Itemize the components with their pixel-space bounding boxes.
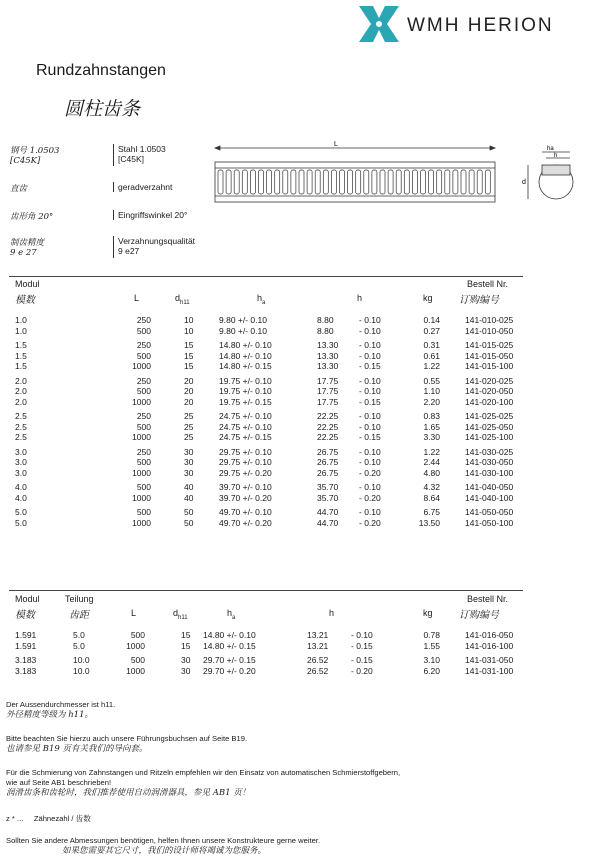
table-cell: - 0.10 bbox=[359, 375, 381, 386]
col-d: $d_{h11}$ bbox=[173, 608, 188, 621]
table-cell: 50 bbox=[184, 517, 194, 528]
table-cell: 1.5 bbox=[15, 361, 27, 371]
table-cell: 141-020-050 bbox=[465, 386, 514, 396]
table-cell: 250 bbox=[136, 446, 151, 457]
col-L: L bbox=[131, 608, 137, 618]
table-cell: 1000 bbox=[132, 432, 151, 442]
herion-cross-icon bbox=[357, 4, 401, 44]
table-cell: - 0.10 bbox=[359, 421, 381, 432]
col-h: h bbox=[329, 608, 335, 618]
table-row bbox=[9, 386, 523, 397]
table-cell: 6.75 bbox=[423, 507, 440, 517]
table-cell: 141-010-050 bbox=[465, 325, 514, 336]
table-cell: 500 bbox=[136, 350, 151, 361]
table-cell: 141-031-050 bbox=[465, 655, 514, 665]
table-cell: 0.78 bbox=[423, 630, 440, 640]
table-cell: 1000 bbox=[126, 640, 145, 651]
note-custom-dimensions: Sollten Sie andere Abmessungen benötigen, helfen Ihnen unsere Konstrukteure gerne weiter. 如果您需要其它尺寸，我们的设计师将竭诚为您服务。 bbox=[6, 836, 321, 856]
table-cell: 14.80 +/- 0.10 bbox=[219, 350, 272, 361]
note-outer-diameter: Der Aussendurchmesser ist h11. 外径精度等级为 h11。 bbox=[6, 700, 116, 720]
table-cell: - 0.10 bbox=[351, 630, 373, 640]
table-row bbox=[9, 641, 523, 652]
table-cell: 0.55 bbox=[423, 375, 440, 386]
dim-ha-label: ha bbox=[547, 146, 554, 152]
table-row bbox=[9, 361, 523, 372]
table-cell: 2.5 bbox=[15, 411, 27, 421]
col-modul: Modul bbox=[15, 594, 40, 604]
table-cell: 15 bbox=[184, 350, 194, 361]
table-cell: 0.14 bbox=[423, 315, 440, 325]
table-row bbox=[9, 457, 523, 468]
table-cell: 17.75 bbox=[317, 375, 339, 386]
spec-teeth-de: geradverzahnt bbox=[113, 182, 172, 192]
table-cell: - 0.10 bbox=[359, 482, 381, 492]
table-cell: 2.0 bbox=[15, 396, 27, 407]
table-row bbox=[9, 432, 523, 443]
table-cell: 250 bbox=[136, 411, 151, 421]
spec-quality-de: Verzahnungsqualität 9 e27 bbox=[113, 236, 195, 258]
table-cell: 2.5 bbox=[15, 432, 27, 442]
table-cell: 19.75 +/- 0.10 bbox=[219, 386, 272, 396]
table-cell: 8.80 bbox=[317, 325, 334, 336]
note-teeth-count: z * ... Zähnezahl / 齿数 bbox=[6, 814, 91, 823]
table-cell: 4.0 bbox=[15, 492, 27, 503]
table-cell: 141-030-050 bbox=[465, 457, 514, 467]
table-cell: 141-050-050 bbox=[465, 507, 514, 517]
table-cell: 13.30 bbox=[317, 361, 339, 371]
table-cell: 1.5 bbox=[15, 340, 27, 350]
table-cell: 500 bbox=[130, 630, 145, 640]
table-cell: 39.70 +/- 0.20 bbox=[219, 492, 272, 503]
table-cell: 2.5 bbox=[15, 421, 27, 432]
table-cell: 44.70 bbox=[317, 517, 339, 528]
table-cell: 1.5 bbox=[15, 350, 27, 361]
table-row bbox=[9, 447, 523, 458]
col-kg: kg bbox=[423, 293, 433, 303]
table-cell: 17.75 bbox=[317, 396, 339, 407]
table-cell: - 0.15 bbox=[351, 640, 373, 651]
table-cell: 1.591 bbox=[15, 640, 37, 651]
spec-quality-cn: 制齿精度 9 e 27 bbox=[10, 238, 45, 258]
table-cell: 10 bbox=[184, 325, 194, 336]
table-cell: 22.25 bbox=[317, 421, 339, 432]
table-cell: 14.80 +/- 0.10 bbox=[203, 630, 256, 640]
table-cell: 3.0 bbox=[15, 467, 27, 478]
table-cell: 15 bbox=[184, 340, 194, 350]
table-cell: 3.0 bbox=[15, 457, 27, 467]
table-cell: - 0.10 bbox=[359, 507, 381, 517]
table-cell: 14.80 +/- 0.15 bbox=[219, 361, 272, 371]
table-cell: - 0.10 bbox=[359, 350, 381, 361]
table-cell: 141-020-025 bbox=[465, 375, 514, 386]
table-cell: - 0.10 bbox=[359, 386, 381, 396]
table-cell: 1000 bbox=[132, 517, 151, 528]
col-d: $d_{h11}$ bbox=[175, 293, 190, 306]
table-cell: 29.75 +/- 0.20 bbox=[219, 467, 272, 478]
table-row bbox=[9, 655, 523, 666]
dim-d-label: d bbox=[522, 179, 526, 186]
table-cell: 141-015-100 bbox=[465, 361, 514, 371]
table-cell: 4.32 bbox=[423, 482, 440, 492]
table-row bbox=[9, 340, 523, 351]
table-cell: 1.55 bbox=[423, 640, 440, 651]
table-cell: 3.183 bbox=[15, 665, 37, 676]
table-cell: - 0.10 bbox=[359, 315, 381, 325]
table-cell: 40 bbox=[184, 482, 194, 492]
table-row bbox=[9, 630, 523, 641]
col-modul: Modul bbox=[15, 279, 40, 289]
table-cell: 141-050-100 bbox=[465, 517, 514, 528]
divider bbox=[9, 590, 523, 591]
table-cell: 22.25 bbox=[317, 411, 339, 421]
table-cell: 4.80 bbox=[423, 467, 440, 478]
table-cell: 500 bbox=[136, 325, 151, 336]
table-row bbox=[9, 315, 523, 326]
table-row bbox=[9, 422, 523, 433]
table-cell: - 0.10 bbox=[359, 457, 381, 467]
table-cell: 8.64 bbox=[423, 492, 440, 503]
table-cell: 8.80 bbox=[317, 315, 334, 325]
table-cell: 17.75 bbox=[317, 386, 339, 396]
table-cell: 30 bbox=[184, 467, 194, 478]
table-cell: 22.25 bbox=[317, 432, 339, 442]
table-cell: 25 bbox=[184, 411, 194, 421]
table-cell: 29.75 +/- 0.10 bbox=[219, 457, 272, 467]
table-cell: 35.70 bbox=[317, 482, 339, 492]
note-guide-bushes: Bitte beachten Sie hierzu auch unsere Führungsbuchsen auf Seite B19. 也请参见 B19 页有关我们的导向套。 bbox=[6, 734, 248, 754]
table-cell: 1.0 bbox=[15, 325, 27, 336]
table-cell: 1.22 bbox=[423, 446, 440, 457]
table-cell: 0.31 bbox=[423, 340, 440, 350]
table-cell: 500 bbox=[136, 482, 151, 492]
table-cell: 15 bbox=[184, 361, 194, 371]
page-title-cn: 圆柱齿条 bbox=[64, 98, 141, 120]
table-cell: 20 bbox=[184, 386, 194, 396]
table-cell: 250 bbox=[136, 315, 151, 325]
table-cell: 15 bbox=[181, 630, 191, 640]
table-row bbox=[9, 411, 523, 422]
table-cell: 39.70 +/- 0.10 bbox=[219, 482, 272, 492]
table-cell: 141-025-100 bbox=[465, 432, 514, 442]
page-title: Rundzahnstangen bbox=[36, 62, 166, 79]
table-cell: 141-020-100 bbox=[465, 396, 514, 407]
spec-teeth-cn: 直齿 bbox=[10, 184, 28, 194]
table-row bbox=[9, 326, 523, 337]
table-cell: 26.75 bbox=[317, 467, 339, 478]
table-row bbox=[9, 507, 523, 518]
table-cell: 500 bbox=[136, 507, 151, 517]
table-cell: 2.0 bbox=[15, 386, 27, 396]
table-cell: - 0.15 bbox=[359, 432, 381, 442]
spec-angle-cn: 齿形角 20° bbox=[10, 212, 54, 222]
table-cell: - 0.15 bbox=[351, 655, 373, 665]
table-row bbox=[9, 468, 523, 479]
table-row bbox=[9, 518, 523, 529]
table-cell: - 0.10 bbox=[359, 340, 381, 350]
table-cell: 25 bbox=[184, 421, 194, 432]
table-cell: 141-015-025 bbox=[465, 340, 514, 350]
table-cell: 13.21 bbox=[307, 640, 329, 651]
rack-drawing bbox=[210, 140, 590, 220]
table-cell: 141-040-100 bbox=[465, 492, 514, 503]
table-cell: 29.70 +/- 0.15 bbox=[203, 655, 256, 665]
table-cell: 13.30 bbox=[317, 350, 339, 361]
table-row bbox=[9, 666, 523, 677]
table-cell: 5.0 bbox=[73, 630, 85, 640]
table-cell: 141-016-050 bbox=[465, 630, 514, 640]
table-row bbox=[9, 482, 523, 493]
table-cell: 30 bbox=[184, 446, 194, 457]
col-order-cn: 订购编号 bbox=[459, 295, 499, 306]
table-cell: 30 bbox=[184, 457, 194, 467]
table-cell: 1000 bbox=[132, 467, 151, 478]
table-cell: 10.0 bbox=[73, 665, 90, 676]
table-row bbox=[9, 376, 523, 387]
note-lubrication: Für die Schmierung von Zahnstangen und Ritzeln empfehlen wir den Einsatz von automatischen Schmierstoffgebern, wie auf Seite AB1 beschrieben! 润滑齿条和齿轮时，我们推荐使用自动润滑器具，参见 AB1 页！ bbox=[6, 768, 401, 798]
table-cell: - 0.20 bbox=[359, 492, 381, 503]
table-cell: 141-031-100 bbox=[465, 665, 514, 676]
table-cell: 26.52 bbox=[307, 665, 329, 676]
table-cell: - 0.15 bbox=[359, 361, 381, 371]
table-cell: 10.0 bbox=[73, 655, 90, 665]
col-teilung-cn: 齿距 bbox=[69, 610, 89, 621]
table-cell: 1000 bbox=[126, 665, 145, 676]
table-cell: 29.70 +/- 0.20 bbox=[203, 665, 256, 676]
table-cell: 6.20 bbox=[423, 665, 440, 676]
spec-angle-de: Eingriffswinkel 20° bbox=[113, 210, 187, 220]
col-order: Bestell Nr. bbox=[467, 594, 509, 604]
table-cell: 141-016-100 bbox=[465, 640, 514, 651]
col-order: Bestell Nr. bbox=[467, 279, 509, 289]
table-cell: 5.0 bbox=[15, 517, 27, 528]
col-modul-cn: 模数 bbox=[15, 295, 35, 306]
table-cell: 141-040-050 bbox=[465, 482, 514, 492]
table-cell: 26.52 bbox=[307, 655, 329, 665]
table-cell: 13.21 bbox=[307, 630, 329, 640]
table-cell: 0.61 bbox=[423, 350, 440, 361]
col-L: L bbox=[134, 293, 140, 303]
table-cell: - 0.20 bbox=[351, 665, 373, 676]
table-row bbox=[9, 493, 523, 504]
table-cell: 250 bbox=[136, 340, 151, 350]
col-modul-cn: 模数 bbox=[15, 610, 35, 621]
table-cell: 1.65 bbox=[423, 421, 440, 432]
dim-L-label: L bbox=[334, 141, 338, 148]
table-row bbox=[9, 351, 523, 362]
table-cell: 10 bbox=[184, 315, 194, 325]
table-cell: 20 bbox=[184, 375, 194, 386]
table-cell: 2.20 bbox=[423, 396, 440, 407]
col-ha: $h_a$ bbox=[257, 293, 266, 306]
table-cell: - 0.15 bbox=[359, 396, 381, 407]
table-cell: 35.70 bbox=[317, 492, 339, 503]
table-standard bbox=[9, 279, 523, 528]
table-cell: 5.0 bbox=[15, 507, 27, 517]
table-cell: 3.10 bbox=[423, 655, 440, 665]
table-cell: - 0.20 bbox=[359, 517, 381, 528]
table-cell: 15 bbox=[181, 640, 191, 651]
brand-name: WMH HERION bbox=[407, 15, 554, 36]
spec-material-cn: 钢号 1.0503 [C45K] bbox=[10, 146, 60, 166]
table-row bbox=[9, 397, 523, 408]
table-cell: 49.70 +/- 0.20 bbox=[219, 517, 272, 528]
table-cell: 40 bbox=[184, 492, 194, 503]
table-cell: 44.70 bbox=[317, 507, 339, 517]
table-cell: 250 bbox=[136, 375, 151, 386]
table-cell: 500 bbox=[136, 421, 151, 432]
table-cell: 50 bbox=[184, 507, 194, 517]
table-cell: 24.75 +/- 0.15 bbox=[219, 432, 272, 442]
table-cell: 30 bbox=[181, 655, 191, 665]
table-cell: 19.75 +/- 0.10 bbox=[219, 375, 272, 386]
table-cell: 1.591 bbox=[15, 630, 37, 640]
wmh-herion-logo bbox=[357, 4, 593, 42]
table-cell: 30 bbox=[181, 665, 191, 676]
table-cell: 0.83 bbox=[423, 411, 440, 421]
col-order-cn: 订购编号 bbox=[459, 610, 499, 621]
table-cell: 14.80 +/- 0.10 bbox=[219, 340, 272, 350]
dim-h-label: h bbox=[554, 153, 558, 159]
table-cell: 141-010-025 bbox=[465, 315, 514, 325]
table-cell: 13.50 bbox=[418, 517, 440, 528]
table-cell: 500 bbox=[136, 457, 151, 467]
table-cell: - 0.10 bbox=[359, 411, 381, 421]
table-cell: 24.75 +/- 0.10 bbox=[219, 421, 272, 432]
col-kg: kg bbox=[423, 608, 433, 618]
table-cell: - 0.10 bbox=[359, 446, 381, 457]
table-cell: 49.70 +/- 0.10 bbox=[219, 507, 272, 517]
table-cell: 2.0 bbox=[15, 375, 27, 386]
table-cell: 20 bbox=[184, 396, 194, 407]
spec-material-de: Stahl 1.0503 [C45K] bbox=[113, 144, 166, 166]
table-cell: 13.30 bbox=[317, 340, 339, 350]
table-cell: 500 bbox=[130, 655, 145, 665]
table-cell: 141-025-050 bbox=[465, 421, 514, 432]
col-teilung: Teilung bbox=[65, 594, 94, 604]
table-cell: 4.0 bbox=[15, 482, 27, 492]
table-cell: 0.27 bbox=[423, 325, 440, 336]
table-cell: - 0.10 bbox=[359, 325, 381, 336]
col-h: h bbox=[357, 293, 363, 303]
divider bbox=[9, 276, 523, 277]
table-cell: 5.0 bbox=[73, 640, 85, 651]
table-cell: 25 bbox=[184, 432, 194, 442]
table-cell: 24.75 +/- 0.10 bbox=[219, 411, 272, 421]
table-cell: 1000 bbox=[132, 396, 151, 407]
table-cell: - 0.20 bbox=[359, 467, 381, 478]
table-cell: 141-025-025 bbox=[465, 411, 514, 421]
table-cell: 141-030-100 bbox=[465, 467, 514, 478]
table-cell: 1.22 bbox=[423, 361, 440, 371]
table-cell: 500 bbox=[136, 386, 151, 396]
table-cell: 26.75 bbox=[317, 446, 339, 457]
table-cell: 29.75 +/- 0.10 bbox=[219, 446, 272, 457]
table-cell: 9.80 +/- 0.10 bbox=[219, 325, 267, 336]
col-ha: $h_a$ bbox=[227, 608, 236, 621]
table-cell: 14.80 +/- 0.15 bbox=[203, 640, 256, 651]
table-cell: 1000 bbox=[132, 492, 151, 503]
table-pitch bbox=[9, 594, 523, 676]
table-cell: 3.183 bbox=[15, 655, 37, 665]
table-cell: 141-030-025 bbox=[465, 446, 514, 457]
table-cell: 1.0 bbox=[15, 315, 27, 325]
table-cell: 9.80 +/- 0.10 bbox=[219, 315, 267, 325]
table-cell: 1000 bbox=[132, 361, 151, 371]
table-cell: 3.0 bbox=[15, 446, 27, 457]
table-cell: 26.75 bbox=[317, 457, 339, 467]
table-cell: 19.75 +/- 0.15 bbox=[219, 396, 272, 407]
table-cell: 3.30 bbox=[423, 432, 440, 442]
table-cell: 141-015-050 bbox=[465, 350, 514, 361]
table-cell: 1.10 bbox=[423, 386, 440, 396]
table-cell: 2.44 bbox=[423, 457, 440, 467]
